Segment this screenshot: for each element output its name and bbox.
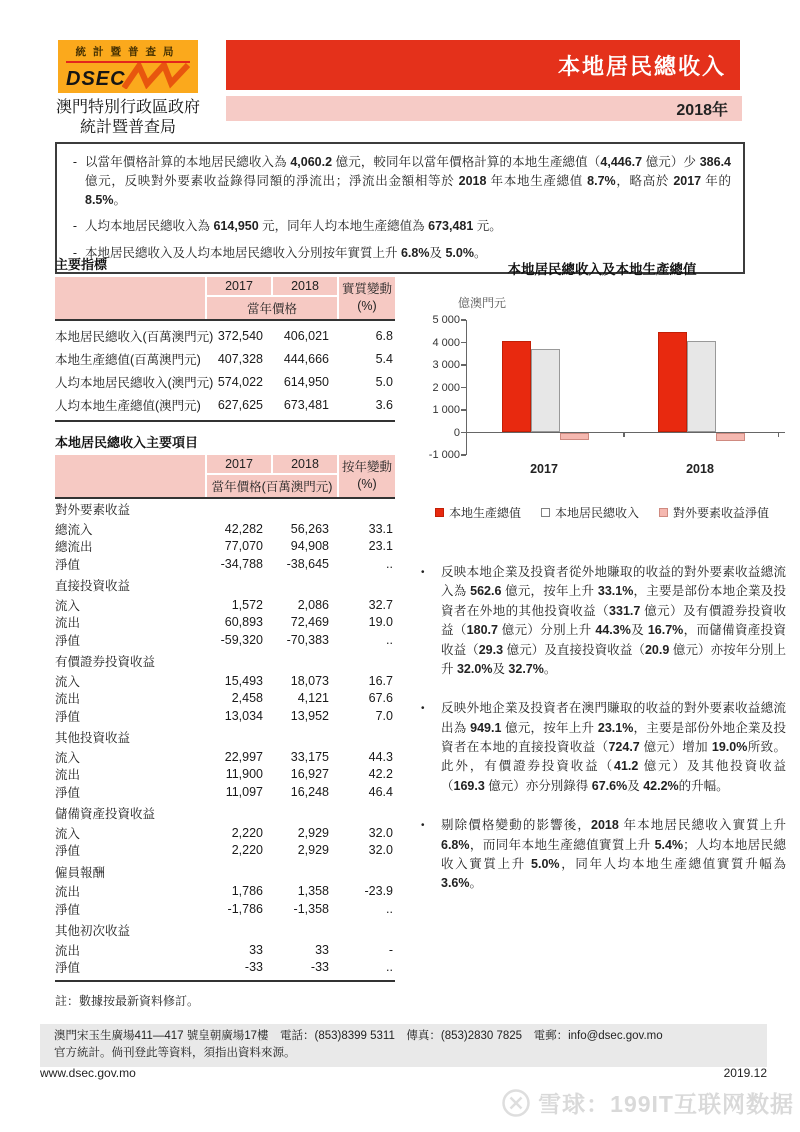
row-label: 流出 xyxy=(55,616,81,630)
value-2018: 4,121 xyxy=(297,691,329,705)
table-section xyxy=(55,806,395,859)
table-row xyxy=(55,689,395,707)
bar-本地生產總值-2017 xyxy=(502,341,531,433)
value-2017: 42,282 xyxy=(224,521,263,536)
value-2018: 444,666 xyxy=(283,351,329,366)
table-row xyxy=(55,824,395,842)
header-change-line1: 按年變動 xyxy=(341,460,392,475)
row-label: 流出 xyxy=(55,768,81,782)
bar-本地居民總收入-2017 xyxy=(531,349,560,433)
row-label: 流入 xyxy=(55,750,81,765)
footer-site-row xyxy=(40,1066,767,1080)
value-2017: 11,097 xyxy=(225,784,263,799)
bullet-marker: • xyxy=(421,820,425,832)
government-name: 澳門特別行政區政府 統計暨普查局 xyxy=(55,99,200,136)
bar-本地生產總值-2018 xyxy=(658,332,687,432)
table-section xyxy=(55,654,395,724)
table-section xyxy=(55,865,395,918)
table-section xyxy=(55,502,395,572)
header-change-line2: (%) xyxy=(357,477,377,491)
row-label: 淨值 xyxy=(55,633,81,648)
analysis-bullet xyxy=(418,563,786,679)
value-2018: 1,358 xyxy=(297,884,329,898)
value-2017: 1,786 xyxy=(231,884,263,898)
value-change: 32.0 xyxy=(368,843,393,857)
key-indicators-table xyxy=(55,277,395,422)
bullet-text: 反映外地企業及投資者在澳門賺取的收益的對外要素收益總流出為 949.1 億元，按年上升 23.1%，主要是部份外地企業及投資者在本地的直接投資收益（724.7 億元）增加 19.0%所致。此外，有價證券投資收益（41.2 億元）及其他投資收益（169.3 億元）亦分別錄得 67.6%及 42.2%的升幅。 xyxy=(441,701,786,793)
table-section xyxy=(55,923,395,976)
legend-label: 本地居民總收入 xyxy=(554,506,639,520)
table-row xyxy=(55,347,395,370)
table-header xyxy=(55,455,395,499)
value-change: 3.6 xyxy=(375,397,393,412)
value-change: 19.0 xyxy=(368,615,393,629)
table-body xyxy=(55,321,395,422)
section-name: 儲備資產投資收益 xyxy=(55,807,156,821)
logo-dsec-text: DSEC xyxy=(66,68,126,90)
y-axis-tick-label: 0 xyxy=(453,426,460,439)
row-label: 人均本地居民總收入(澳門元) xyxy=(55,375,214,390)
website-url: www.dsec.gov.mo xyxy=(40,1066,136,1080)
table-body xyxy=(55,499,395,982)
table-row xyxy=(55,672,395,690)
value-2018: -1,358 xyxy=(293,901,329,916)
value-2017: 574,022 xyxy=(217,374,263,389)
value-2018: 33 xyxy=(315,942,329,957)
table-row xyxy=(55,631,395,649)
value-change: - xyxy=(388,942,393,957)
value-change: 67.6 xyxy=(368,691,393,705)
report-title-bar: 本地居民總收入 xyxy=(226,40,740,90)
value-change: 32.7 xyxy=(368,597,393,612)
value-2017: -59,320 xyxy=(220,632,263,647)
value-2018: 56,263 xyxy=(290,521,329,536)
bar-對外要素收益淨值-2017 xyxy=(560,433,589,441)
value-change: -23.9 xyxy=(364,884,393,898)
value-change: .. xyxy=(386,632,393,647)
row-label: 淨值 xyxy=(55,557,81,572)
table-row xyxy=(55,520,395,538)
right-column xyxy=(418,258,786,894)
value-change: 33.1 xyxy=(368,521,393,536)
value-change: 5.0 xyxy=(375,374,393,389)
bullet-text: 剔除價格變動的影響後，2018 年本地居民總收入實質上升 6.8%，而同年本地生產總值實質上升 5.4%；人均本地居民總收入實質上升 5.0%，同年人均本地生產總值實質升幅為 3.6%。 xyxy=(441,818,786,891)
row-label: 淨值 xyxy=(55,709,81,724)
header-change xyxy=(337,277,395,319)
summary-item xyxy=(65,217,731,236)
summary-text: 本地居民總收入及人均本地居民總收入分別按年實質上升 6.8%及 5.0%。 xyxy=(85,246,487,260)
header-year-2018: 2018 xyxy=(271,455,337,473)
value-2017: 60,893 xyxy=(224,615,263,629)
row-label: 總流出 xyxy=(55,540,93,554)
row-label: 淨值 xyxy=(55,785,81,800)
value-2018: 16,248 xyxy=(290,784,329,799)
summary-item xyxy=(65,153,731,209)
row-label: 流出 xyxy=(55,943,81,958)
category-label: 2017 xyxy=(530,462,558,476)
table-section xyxy=(55,578,395,648)
table-row xyxy=(55,900,395,918)
logo-bureau-text: 統計暨普查局 xyxy=(66,44,190,63)
report-year-bar: 2018年 xyxy=(226,96,742,121)
section-name: 其他初次收益 xyxy=(55,924,131,938)
header-price-basis: 當年價格 xyxy=(205,295,337,319)
value-change: 16.7 xyxy=(368,673,393,688)
left-column xyxy=(55,254,395,1009)
value-2018: 614,950 xyxy=(283,374,329,389)
legend-item xyxy=(435,504,521,521)
analysis-bullet xyxy=(418,816,786,894)
value-2017: 372,540 xyxy=(217,328,263,343)
value-2017: 13,034 xyxy=(224,708,263,723)
section-name: 僱員報酬 xyxy=(55,865,106,880)
header-year-2017: 2017 xyxy=(205,277,271,295)
value-change: 32.0 xyxy=(368,825,393,840)
chart-legend xyxy=(418,504,786,521)
zigzag-icon xyxy=(122,63,190,89)
y-axis-tick-mark xyxy=(461,454,466,456)
value-2018: 673,481 xyxy=(283,397,329,412)
y-axis-tick-mark xyxy=(461,342,466,344)
value-2018: 406,021 xyxy=(283,328,329,343)
section-name: 對外要素收益 xyxy=(55,503,131,517)
value-2018: -33 xyxy=(310,960,329,974)
x-axis-tick-mark xyxy=(778,433,780,437)
bar-對外要素收益淨值-2018 xyxy=(716,433,745,442)
y-axis-tick-label: 4 000 xyxy=(432,336,460,349)
section-name: 直接投資收益 xyxy=(55,579,131,593)
value-change: .. xyxy=(386,901,393,916)
value-2018: 16,927 xyxy=(290,767,329,781)
section-name: 有價證券投資收益 xyxy=(55,655,156,669)
header-price-basis: 當年價格(百萬澳門元) xyxy=(205,473,337,497)
section-name: 其他投資收益 xyxy=(55,731,131,745)
y-axis-tick-label: -1 000 xyxy=(428,449,460,461)
bar-chart xyxy=(418,286,786,496)
table-header xyxy=(55,277,395,321)
header-empty-cell xyxy=(55,277,205,319)
value-2018: 72,469 xyxy=(290,615,329,629)
value-2018: 2,929 xyxy=(297,825,329,840)
table-row xyxy=(55,707,395,725)
legend-swatch xyxy=(659,508,668,517)
category-label: 2018 xyxy=(686,462,714,476)
row-label: 本地居民總收入(百萬澳門元) xyxy=(55,329,214,344)
chart-plot-area xyxy=(466,320,779,455)
row-label: 流入 xyxy=(55,674,81,689)
table-row xyxy=(55,882,395,900)
header-empty-cell xyxy=(55,455,205,497)
chart-title: 本地居民總收入及本地生產總值 xyxy=(507,262,697,277)
chart-unit-label: 億澳門元 xyxy=(458,296,507,310)
value-2018: 94,908 xyxy=(290,539,329,553)
summary-text: 以當年價格計算的本地居民總收入為 4,060.2 億元，較同年以當年價格計算的本地生產總值（4,446.7 億元）少 386.4 億元，反映對外要素收益錄得同額的淨流出；淨流出金額相等於 2018 年本地生產總值 8.7%，略高於 2017 年的 8.5%。 xyxy=(85,155,731,207)
row-label: 淨值 xyxy=(55,844,81,858)
value-2017: -1,786 xyxy=(227,901,263,916)
value-2017: 407,328 xyxy=(217,351,263,366)
table-row xyxy=(55,370,395,393)
value-change: 46.4 xyxy=(368,784,393,799)
value-2018: 13,952 xyxy=(290,708,329,723)
y-axis-tick-label: 5 000 xyxy=(432,314,460,326)
value-2017: 627,625 xyxy=(217,397,263,412)
y-axis-tick-label: 3 000 xyxy=(432,359,460,371)
value-2017: 2,220 xyxy=(231,843,263,857)
row-label: 流出 xyxy=(55,692,81,706)
header-change xyxy=(337,455,395,497)
value-change: 7.0 xyxy=(375,708,393,723)
header-change-line1: 實質變動 xyxy=(341,282,392,297)
row-label: 總流入 xyxy=(55,522,93,537)
table-row xyxy=(55,393,395,416)
table2-title: 本地居民總收入主要項目 xyxy=(55,435,199,450)
row-label: 淨值 xyxy=(55,961,81,975)
value-2018: 18,073 xyxy=(290,673,329,688)
xueqiu-logo-icon xyxy=(501,1088,531,1118)
table-row xyxy=(55,783,395,801)
value-2017: 2,458 xyxy=(231,691,263,705)
header-change-line2: (%) xyxy=(357,299,377,313)
table-row xyxy=(55,324,395,347)
value-change: .. xyxy=(386,960,393,974)
table-row xyxy=(55,765,395,783)
analysis-bullets xyxy=(418,563,786,894)
value-change: 5.4 xyxy=(375,351,393,366)
dash-marker: - xyxy=(72,155,78,169)
dash-marker: - xyxy=(72,219,78,234)
analysis-bullet xyxy=(418,699,786,796)
value-change: .. xyxy=(386,556,393,571)
row-label: 流入 xyxy=(55,826,81,841)
legend-label: 對外要素收益淨值 xyxy=(673,506,770,520)
y-axis-tick-mark xyxy=(461,319,466,321)
header-year-2017: 2017 xyxy=(205,455,271,473)
value-2017: 22,997 xyxy=(224,749,263,764)
table-row xyxy=(55,613,395,631)
legend-item xyxy=(659,504,769,521)
bullet-text: 反映本地企業及投資者從外地賺取的收益的對外要素收益總流入為 562.6 億元，按年上升 33.1%，主要是部份本地企業及投資者在外地的其他投資收益（331.7 億元）及有價證券投資收益（180.7 億元）分別上升 44.3%及 16.7%，而儲備資產投資收益（29.3 億元）及直接投資收益（20.9 億元）亦按年分別上升 32.0%及 32.7%。 xyxy=(441,565,786,676)
y-axis-tick-label: 2 000 xyxy=(432,381,460,394)
table-section xyxy=(55,730,395,800)
gni-main-items-table xyxy=(55,455,395,982)
value-2017: 2,220 xyxy=(231,825,263,840)
value-2017: 15,493 xyxy=(224,673,263,688)
value-2017: -33 xyxy=(244,960,263,974)
table-row xyxy=(55,958,395,976)
summary-text: 人均本地居民總收入為 614,950 元，同年人均本地生產總值為 673,481 元。 xyxy=(85,219,502,234)
x-axis-tick-mark xyxy=(623,433,625,437)
value-2018: 33,175 xyxy=(290,749,329,764)
y-axis-tick-mark xyxy=(461,409,466,411)
legend-swatch xyxy=(541,508,550,517)
value-2018: 2,929 xyxy=(297,843,329,857)
table-row xyxy=(55,555,395,573)
bar-本地居民總收入-2018 xyxy=(687,341,716,432)
table-row xyxy=(55,841,395,859)
value-2017: 33 xyxy=(249,942,263,957)
dsec-logo xyxy=(58,40,198,93)
watermark xyxy=(501,1086,794,1119)
table-row xyxy=(55,596,395,614)
publication-date: 2019.12 xyxy=(723,1066,767,1080)
watermark-text: 雪球：199IT互联网数据 xyxy=(538,1091,794,1117)
bullet-marker: • xyxy=(421,567,425,578)
value-2018: -38,645 xyxy=(286,556,329,571)
table-row xyxy=(55,537,395,555)
value-2017: -34,788 xyxy=(220,556,263,571)
table1-title: 主要指標 xyxy=(55,257,108,272)
value-2017: 77,070 xyxy=(224,539,263,553)
y-axis-tick-label: 1 000 xyxy=(432,404,460,416)
value-2018: -70,383 xyxy=(286,632,329,647)
table-note: 註：數據按最新資料修訂。 xyxy=(55,993,200,1008)
legend-item xyxy=(541,504,639,521)
value-2017: 11,900 xyxy=(225,767,263,781)
value-2018: 2,086 xyxy=(297,597,329,612)
row-label: 本地生產總值(百萬澳門元) xyxy=(55,352,201,367)
value-change: 23.1 xyxy=(368,539,393,553)
footer-contact-bar xyxy=(40,1024,767,1067)
header-year-2018: 2018 xyxy=(271,277,337,295)
bullet-marker: • xyxy=(421,703,425,715)
row-label: 流入 xyxy=(55,598,81,613)
y-axis-tick-mark xyxy=(461,364,466,366)
value-change: 44.3 xyxy=(368,749,393,764)
value-change: 6.8 xyxy=(375,328,393,343)
footer-official-line: 官方統計。倘刊登此等資料，須指出資料來源。 xyxy=(54,1047,296,1060)
legend-swatch xyxy=(435,508,444,517)
value-change: 42.2 xyxy=(368,767,393,781)
footer-address-line: 澳門宋玉生廣場411—417 號皇朝廣場17樓 電話：(853)8399 5311 傳真：(853)2830 7825 電郵：info@dsec.gov.mo xyxy=(54,1030,663,1042)
row-label: 淨值 xyxy=(55,902,81,917)
dash-marker: - xyxy=(72,246,78,260)
y-axis-tick-mark xyxy=(461,432,466,434)
table-row xyxy=(55,941,395,959)
value-2017: 1,572 xyxy=(231,597,263,612)
row-label: 人均本地生產總值(澳門元) xyxy=(55,398,201,413)
row-label: 流出 xyxy=(55,885,81,899)
legend-label: 本地生產總值 xyxy=(448,506,521,520)
table-row xyxy=(55,748,395,766)
y-axis-tick-mark xyxy=(461,387,466,389)
